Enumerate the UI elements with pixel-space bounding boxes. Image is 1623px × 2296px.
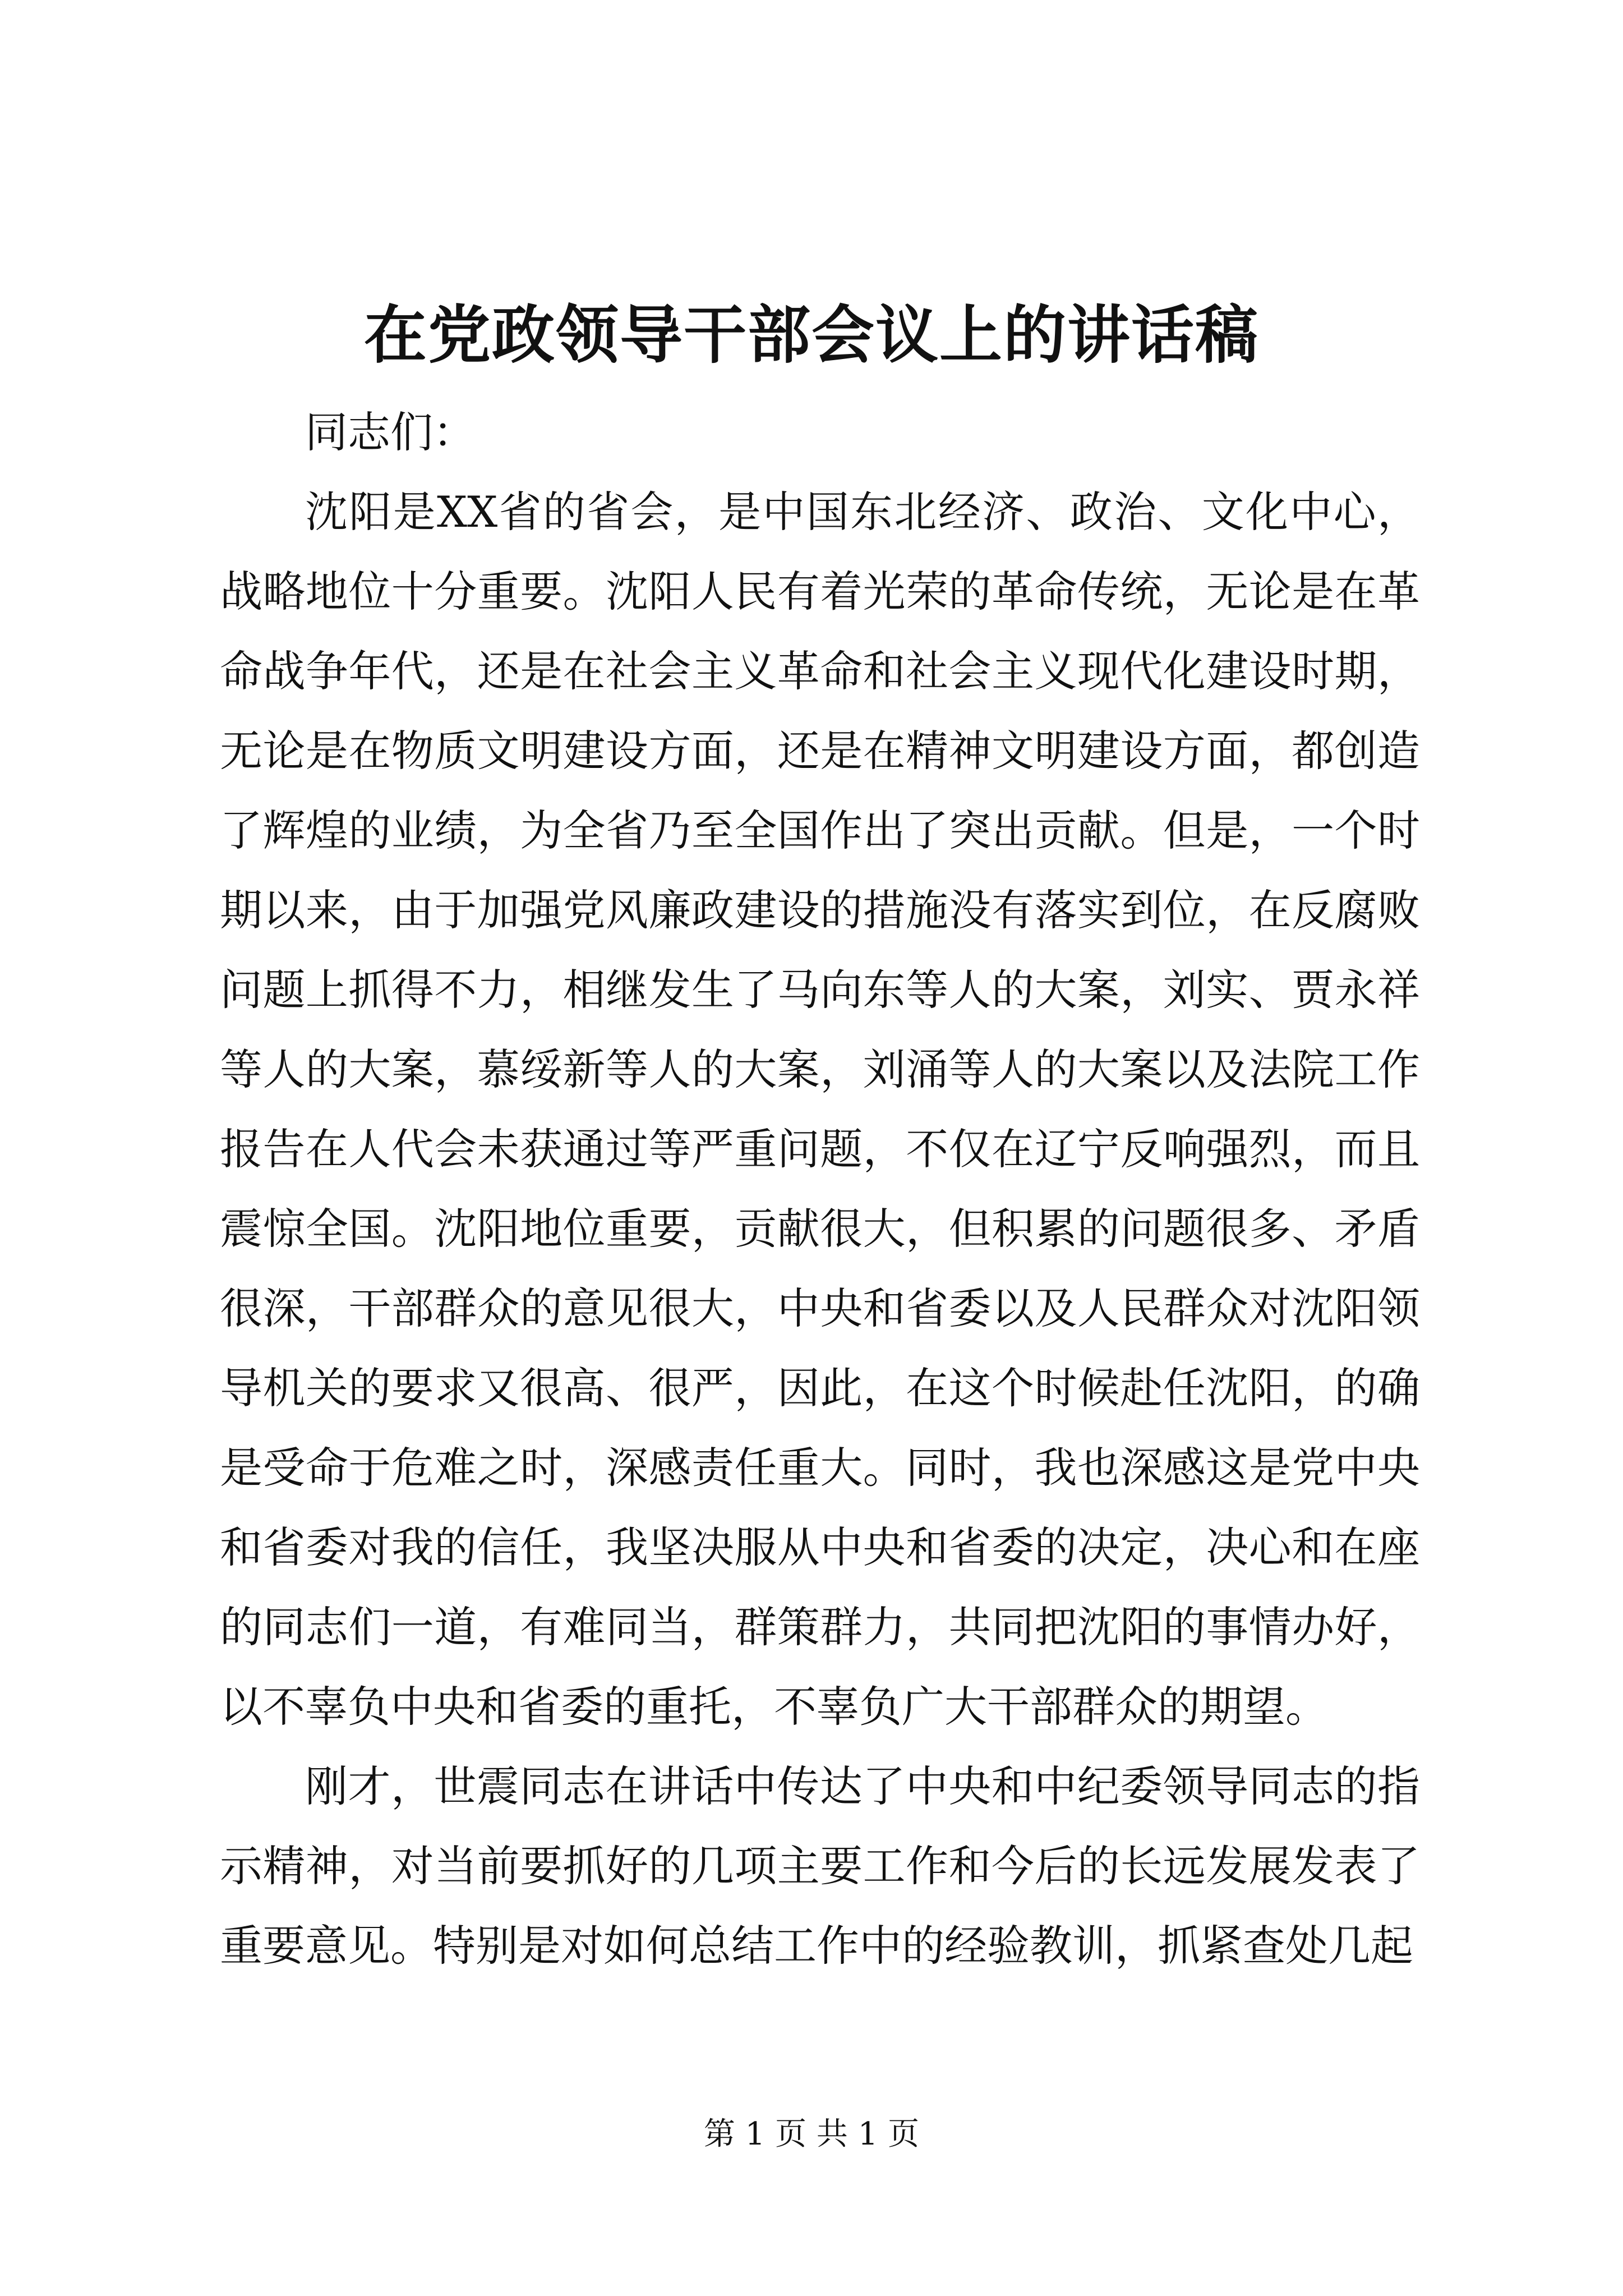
paragraph-1: 沈阳是XX省的省会，是中国东北经济、政治、文化中心，战略地位十分重要。沈阳人民有着光荣的革命传统，无论是在革命战争年代，还是在社会主义革命和社会主义现代化建设时期，无论是在物质文明建设方面，还是在精神文明建设方面，都创造了辉煌的业绩，为全省乃至全国作出了突出贡献。但是，一个时期以来，由于加强党风廉政建设的措施没有落实到位，在反腐败问题上抓得不力，相继发生了马向东等人的大案，刘实、贾永祥等人的大案，慕绥新等人的大案，刘涌等人的大案以及法院工作报告在人代会未获通过等严重问题，不仅在辽宁反响强烈，而且震惊全国。沈阳地位重要，贡献很大，但积累的问题很多、矛盾很深，干部群众的意见很大，中央和省委以及人民群众对沈阳领导机关的要求又很高、很严，因此，在这个时候赴任沈阳，的确是受命于危难之时，深感责任重大。同时，我也深感这是党中央和省委对我的信任，我坚决服从中央和省委的决定，决心和在座的同志们一道，有难同当，群策群力，共同把沈阳的事情办好，以不辜负中央和省委的重托，不辜负广大干部群众的期望。 [220,487,1420,1732]
document-body [220,393,1420,2019]
salutation: 同志们： [305,407,476,457]
paragraph-2: 刚才，世震同志在讲话中传达了中央和中纪委领导同志的指示精神，对当前要抓好的几项主要工作和今后的长远发展发表了重要意见。特别是对如何总结工作中的经验教训，抓紧查处几起 [220,1761,1420,1971]
page-footer: 第 1 页 共 1 页 [703,2116,920,2152]
document-title: 在党政领导干部会议上的讲话稿 [364,298,1259,372]
